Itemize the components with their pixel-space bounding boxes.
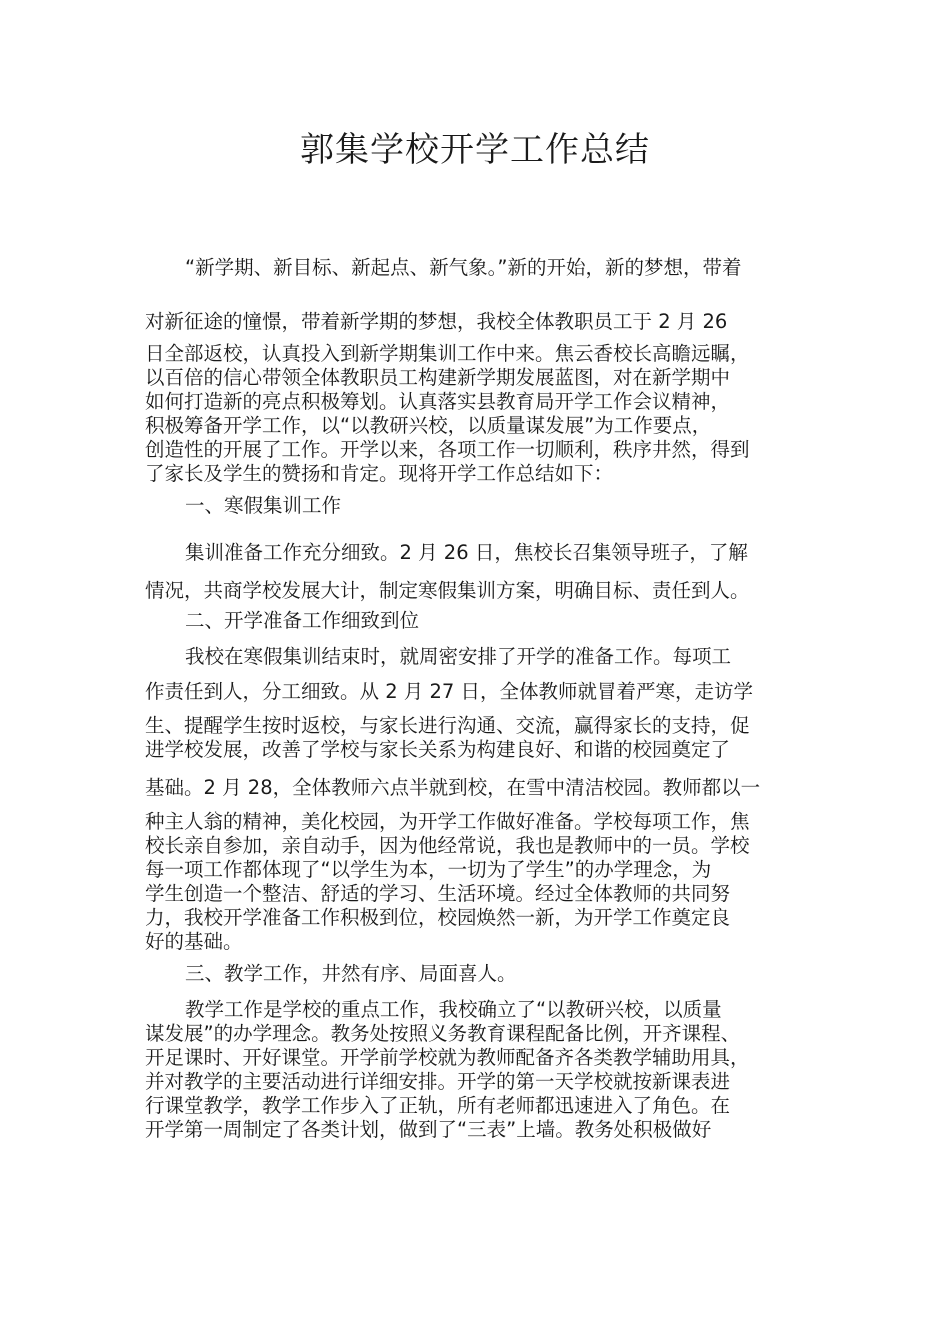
text-line: 并对教学的主要活动进行详细安排。开学的第一天学校就按新课表进 (145, 1070, 731, 1093)
text-line: 每一项工作都体现了“以学生为本，一切为了学生”的办学理念，为 (145, 858, 712, 881)
text-line: 开足课时、开好课堂。开学前学校就为教师配备齐各类教学辅助用具， (145, 1046, 750, 1069)
text-line: 对新征途的憧憬，带着新学期的梦想，我校全体教职员工于 2 月 26 (145, 310, 728, 333)
text-line: 进学校发展，改善了学校与家长关系为构建良好、和谐的校园奠定了 (145, 738, 731, 761)
text-line: 开学第一周制定了各类计划，做到了“三表”上墙。教务处积极做好 (145, 1118, 712, 1141)
text-line: 好的基础。 (145, 930, 243, 953)
text-line: 作责任到人，分工细致。从 2 月 27 日，全体教师就冒着严寒，走访学 (145, 680, 754, 703)
text-line: 创造性的开展了工作。开学以来，各项工作一切顺利，秩序井然，得到 (145, 438, 750, 461)
text-line: 学生创造一个整洁、舒适的学习、生活环境。经过全体教师的共同努 (145, 882, 731, 905)
text-line: 生、提醒学生按时返校，与家长进行沟通、交流，赢得家长的支持，促 (145, 714, 750, 737)
text-line: 积极筹备开学工作，以“以教研兴校，以质量谋发展”为工作要点， (145, 414, 712, 437)
text-line: 以百倍的信心带领全体教职员工构建新学期发展蓝图，对在新学期中 (145, 366, 731, 389)
text-line: 力，我校开学准备工作积极到位，校园焕然一新，为开学工作奠定良 (145, 906, 731, 929)
text-line: 校长亲自参加，亲自动手，因为他经常说，我也是教师中的一员。学校 (145, 834, 750, 857)
section-heading: 一、寒假集训工作 (185, 494, 342, 517)
text-line: 我校在寒假集训结束时，就周密安排了开学的准备工作。每项工 (185, 645, 732, 668)
text-line: 日全部返校，认真投入到新学期集训工作中来。焦云香校长高瞻远瞩， (145, 342, 750, 365)
section-heading: 二、开学准备工作细致到位 (185, 609, 420, 632)
text-line: 情况，共商学校发展大计，制定寒假集训方案，明确目标、责任到人。 (145, 579, 750, 602)
text-line: 了家长及学生的赞扬和肯定。现将开学工作总结如下： (145, 462, 614, 485)
document-title: 郭集学校开学工作总结 (300, 130, 650, 170)
text-line: 谋发展”的办学理念。教务处按照义务教育课程配备比例，开齐课程、 (145, 1022, 741, 1045)
text-line: 如何打造新的亮点积极筹划。认真落实县教育局开学工作会议精神， (145, 390, 731, 413)
text-line: 行课堂教学，教学工作步入了正轨，所有老师都迅速进入了角色。在 (145, 1094, 731, 1117)
text-line: “新学期、新目标、新起点、新气象。”新的开始，新的梦想，带着 (185, 256, 742, 279)
text-line: 基础。2 月 28，全体教师六点半就到校，在雪中清洁校园。教师都以一 (145, 776, 761, 799)
text-line: 教学工作是学校的重点工作，我校确立了“以教研兴校，以质量 (185, 998, 722, 1021)
document-body (145, 256, 810, 1142)
section-heading: 三、教学工作，井然有序、局面喜人。 (185, 962, 517, 985)
text-line: 集训准备工作充分细致。2 月 26 日，焦校长召集领导班子，了解 (185, 541, 748, 564)
text-line: 种主人翁的精神，美化校园，为开学工作做好准备。学校每项工作，焦 (145, 810, 750, 833)
